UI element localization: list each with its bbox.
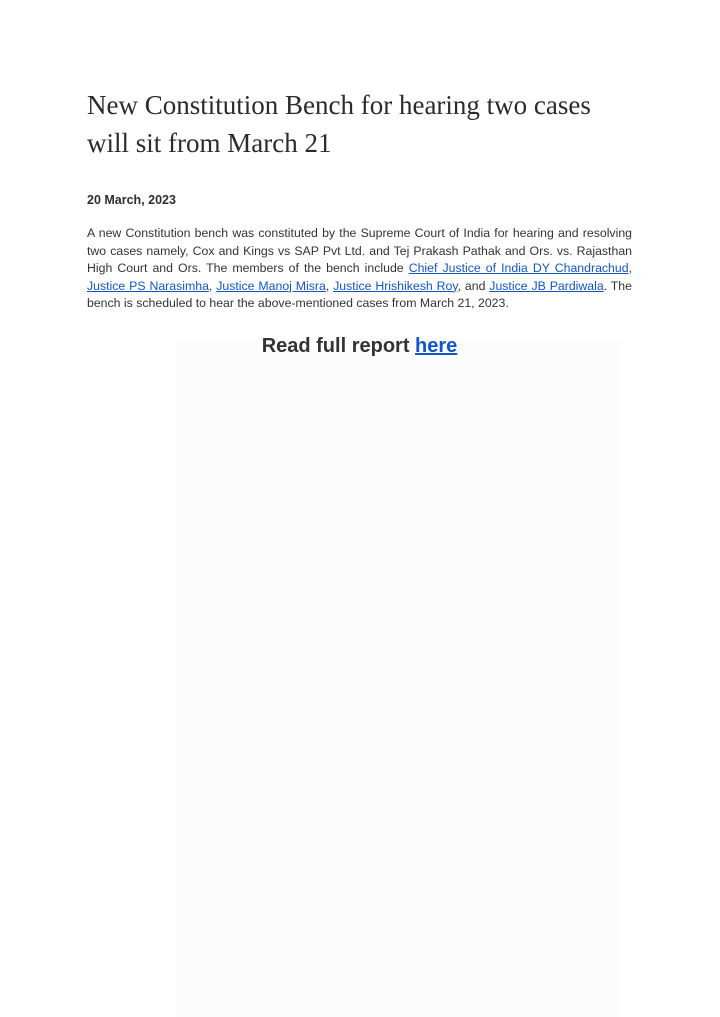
link-justice-jb-pardiwala[interactable]: Justice JB Pardiwala xyxy=(489,278,604,293)
link-justice-manoj-misra[interactable]: Justice Manoj Misra xyxy=(216,278,326,293)
article-title-line-1: New Constitution Bench for hearing two cases xyxy=(87,90,591,120)
article-body xyxy=(87,225,632,313)
read-full-report xyxy=(87,335,632,358)
article xyxy=(87,86,632,358)
article-date: 20 March, 2023 xyxy=(87,193,176,207)
read-full-report-link[interactable]: here xyxy=(415,334,458,357)
body-separator: , xyxy=(628,261,632,275)
page-background-band xyxy=(176,340,620,1017)
body-separator: , xyxy=(208,278,217,293)
link-justice-hrishikesh-roy[interactable]: Justice Hrishikesh Roy xyxy=(333,278,458,293)
article-title-line-2: will sit from March 21 xyxy=(87,128,332,158)
body-intro: A new Constitution bench was constituted by the Supreme Court of India for hearing and resolving two cases namely, Cox and Kings vs SAP Pvt Ltd. and Tej Prakash Pathak and Ors. vs. Rajasthan High Court and Ors. The members of the bench include xyxy=(87,226,632,275)
body-separator: , and xyxy=(457,278,490,293)
body-outro: . The bench is scheduled to hear the above-mentioned cases from March 21, 2023. xyxy=(87,278,632,310)
link-chief-justice-dy-chandrachud[interactable]: Chief Justice of India DY Chandrachud xyxy=(408,261,629,275)
body-separator: , xyxy=(325,278,334,293)
link-justice-ps-narasimha[interactable]: Justice PS Narasimha xyxy=(87,278,209,293)
article-title xyxy=(87,86,632,162)
read-full-report-label: Read full report xyxy=(261,334,416,357)
